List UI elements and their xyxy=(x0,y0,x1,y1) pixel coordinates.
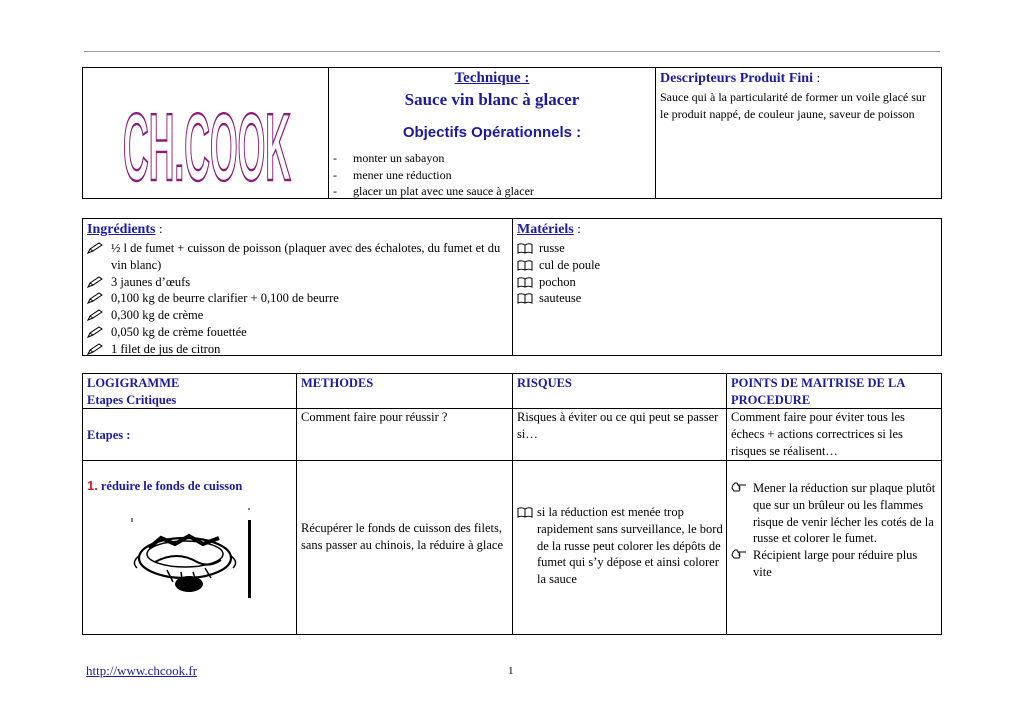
book-icon xyxy=(517,243,533,254)
descripteurs-title-text: Descripteurs Produit Fini xyxy=(660,71,813,86)
ingredients-colon: : xyxy=(158,221,163,236)
book-icon xyxy=(517,293,533,304)
top-divider xyxy=(84,51,940,52)
header-logigramme-text: LOGIGRAMME xyxy=(87,376,180,390)
materiel-text: pochon xyxy=(539,274,576,289)
pencil-icon xyxy=(87,309,103,321)
technique-cell xyxy=(329,68,656,198)
page-number: 1 xyxy=(508,665,514,677)
ingredient-item xyxy=(87,341,507,358)
book-icon xyxy=(517,260,533,271)
step-number: 1. xyxy=(87,478,98,493)
ingredient-item xyxy=(87,324,507,341)
ingredient-item xyxy=(87,240,507,274)
materiel-text: sauteuse xyxy=(539,291,582,306)
ingredient-item xyxy=(87,290,507,307)
descripteurs-text: Sauce qui à la particularité de former un voile glacé sur le produit nappé, de couleur jaune, saveur de poisson xyxy=(660,90,926,121)
ingredient-text: 0,050 kg de crème fouettée xyxy=(111,324,247,339)
pencil-icon xyxy=(87,292,103,304)
descripteurs-colon: : xyxy=(816,70,821,85)
materiel-item xyxy=(517,240,600,257)
recipe-title: Sauce vin blanc à glacer xyxy=(404,90,580,109)
step-methode: Récupérer le fonds de cuisson des filets, sans passer au chinois, la réduire à glace xyxy=(301,521,504,552)
materiels-title xyxy=(517,221,581,238)
technique-label: Technique : xyxy=(454,70,530,86)
subheader-etapes: Etapes : xyxy=(87,428,131,442)
materiel-item xyxy=(517,290,600,307)
row-divider xyxy=(83,460,941,461)
step-risque xyxy=(517,504,725,588)
objective-item: - glacer un plat avec une sauce à glacer xyxy=(333,183,534,200)
pencil-icon xyxy=(87,326,103,338)
header-table xyxy=(82,67,942,199)
column-divider xyxy=(296,374,297,634)
ingredient-item xyxy=(87,307,507,324)
chcook-logo xyxy=(123,80,293,192)
ingredients-table xyxy=(82,218,942,356)
svg-text:CH.COOK: CH.COOK xyxy=(123,94,291,192)
point-text: Mener la réduction sur plaque plutôt que sur un brûleur ou les flammes risque de venir lécher les cotés de la russe et colorer le fumet. xyxy=(753,481,936,546)
footer-link[interactable]: http://www.chcook.fr xyxy=(86,663,198,678)
logo-cell xyxy=(83,68,329,198)
pencil-icon xyxy=(87,276,103,288)
descripteurs-title xyxy=(660,70,820,87)
procedure-table xyxy=(82,373,942,635)
materiel-text: russe xyxy=(539,241,565,255)
materiels-title-text: Matériels xyxy=(517,222,574,237)
ingredient-text: ½ l de fumet + cuisson de poisson (plaquer avec des échalotes, du fumet et du vin blanc) xyxy=(111,241,501,272)
ingredients-list xyxy=(87,240,507,358)
ingredient-text: 0,300 kg de crème xyxy=(111,308,204,323)
book-icon xyxy=(517,507,533,518)
column-divider xyxy=(726,374,727,634)
header-methodes: METHODES xyxy=(301,376,374,390)
materiel-item xyxy=(517,274,600,291)
objective-item: - monter un sabayon xyxy=(333,150,534,167)
objective-item: - mener une réduction xyxy=(333,167,534,184)
step-title xyxy=(87,478,293,494)
descripteurs-cell xyxy=(656,68,941,198)
point-text: Récipient large pour réduire plus vite xyxy=(753,548,918,579)
header-etapes-critiques: Etapes Critiques xyxy=(87,392,177,407)
ingredients-title-text: Ingrédients xyxy=(87,222,156,237)
pencil-icon xyxy=(87,343,103,355)
objectives-title: Objectifs Opérationnels : xyxy=(402,124,582,141)
step-label: réduire le fonds de cuisson xyxy=(100,479,243,493)
ingredient-text: 0,100 kg de beurre clarifier + 0,100 de beurre xyxy=(111,291,339,306)
header-logigramme xyxy=(87,375,293,409)
step-risque-text: si la réduction est menée trop rapidement sans surveillance, le bord de la russe peut colorer les dépôts de fumet qui s’y dépose et ainsi colorer la sauce xyxy=(537,505,723,587)
hand-pointer-icon xyxy=(731,481,747,493)
materiels-colon: : xyxy=(577,221,581,236)
ingredients-cell xyxy=(83,219,513,355)
ingredients-title xyxy=(87,221,163,238)
column-divider xyxy=(512,374,513,634)
subheader-points: Comment faire pour éviter tous les échecs + actions correctrices si les risques se réalisent… xyxy=(731,410,905,458)
step-points-list xyxy=(731,480,937,581)
point-item xyxy=(731,547,937,581)
materiels-list xyxy=(517,240,600,307)
materiel-text: cul de poule xyxy=(539,257,601,272)
ingredient-item xyxy=(87,274,507,291)
book-icon xyxy=(517,277,533,288)
saucepan-illustration xyxy=(127,504,257,600)
ingredient-text: 3 jaunes d’œufs xyxy=(111,274,191,289)
subheader-risques: Risques à éviter ou ce qui peut se passer si… xyxy=(517,410,719,441)
header-risques: RISQUES xyxy=(517,376,572,390)
ingredient-text: 1 filet de jus de citron xyxy=(111,341,221,356)
hand-pointer-icon xyxy=(731,548,747,560)
objectives-list xyxy=(333,150,534,200)
subheader-methodes: Comment faire pour réussir ? xyxy=(301,410,448,424)
materiel-item xyxy=(517,257,600,274)
pencil-icon xyxy=(87,242,103,254)
point-item xyxy=(731,480,937,547)
header-points-maitrise: POINTS DE MAITRISE DE LA PROCEDURE xyxy=(731,376,905,407)
materiels-cell xyxy=(513,219,941,355)
